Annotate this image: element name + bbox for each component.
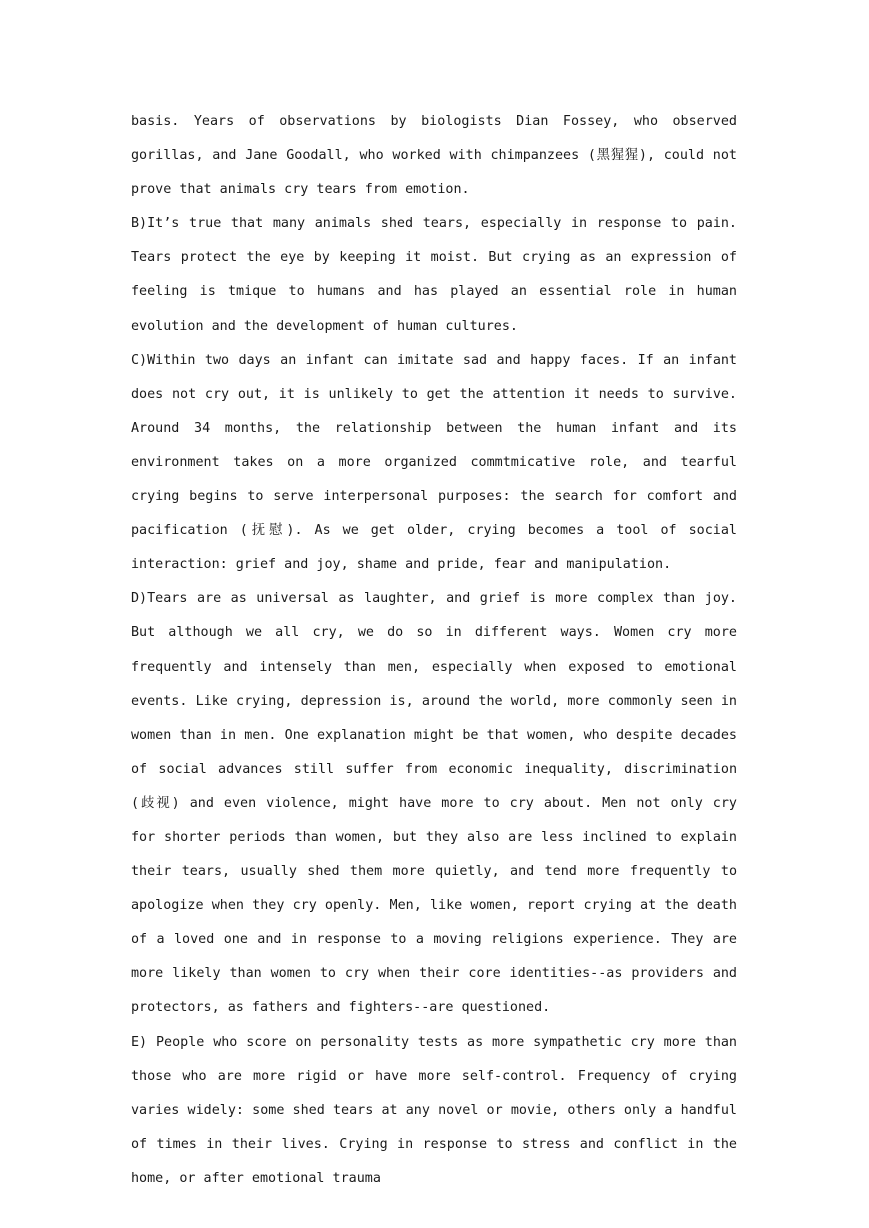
paragraph-intro: basis. Years of observations by biologists Dian Fossey, who observed gorillas, and Jane Goodall, who worked with chimpanzees (黑猩猩), could not prove that animals cry tears from emotion.: [131, 114, 737, 198]
paragraph-c: C)Within two days an infant can imitate sad and happy faces. If an infant does not cry out, it is unlikely to get the attention it needs to survive. Around 34 months, the relationship between the human infant and its environment takes on a more organized commtmicative role, and tearful crying begins to serve interpersonal purposes: the search for comfort and pacification (抚慰). As we get older, crying becomes a tool of social interaction: grief and joy, shame and pride, fear and manipulation.: [131, 352, 737, 573]
paragraph-e: E) People who score on personality tests as more sympathetic cry more than those who are more rigid or have more self-control. Frequency of crying varies widely: some shed tears at any novel or movie, others only a handful of times in their lives. Crying in response to stress and conflict in the home, or after emotional trauma: [131, 1034, 737, 1186]
document-body: [131, 105, 737, 1196]
paragraph-b: B)It’s true that many animals shed tears, especially in response to pain. Tears protect the eye by keeping it moist. But crying as an expression of feeling is tmique to humans and has played an essential role in human evolution and the development of human cultures.: [131, 216, 737, 334]
paragraph-d: D)Tears are as universal as laughter, and grief is more complex than joy. But although we all cry, we do so in different ways. Women cry more frequently and intensely than men, especially when exposed to emotional events. Like crying, depression is, around the world, more commonly seen in women than in men. One explanation might be that women, who despite decades of social advances still suffer from economic inequality, discrimination (歧视) and even violence, might have more to cry about. Men not only cry for shorter periods than women, but they also are less inclined to explain their tears, usually shed them more quietly, and tend more frequently to apologize when they cry openly. Men, like women, report crying at the death of a loved one and in response to a moving religions experience. They are more likely than women to cry when their core identities--as providers and protectors, as fathers and fighters--are questioned.: [131, 591, 737, 1016]
